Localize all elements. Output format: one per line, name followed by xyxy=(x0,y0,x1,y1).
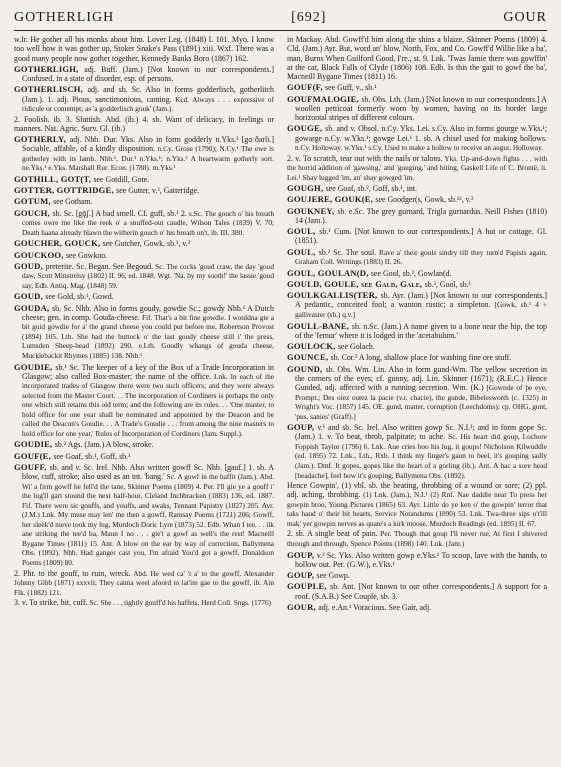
entry-headword: GOUCKOO, xyxy=(14,249,66,260)
entry-definition: sb. Sc. Nhb. Also in forms goudy, gowdie Sc.; gowdy Nhb.¹ A Dutch cheese; gen. in comp. Gouda-cheese. xyxy=(22,303,274,322)
dictionary-entry xyxy=(14,35,274,63)
entry-citations: n.Cy. Holloway. w.Yks.¹ s.Cy. Used to make a hollow to receive an augur, Holloway. xyxy=(295,143,543,153)
entry-definition: sb.² Ags. (Jam.) A blow, stroke. xyxy=(54,440,154,450)
dictionary-entry xyxy=(14,261,274,291)
entry-definition: sb. e.Sc. The grey gurnard, Trigla gurnardus. Neill Fishes (1810) 14 (Jam.). xyxy=(295,206,547,225)
entry-citations: Lnk. In each of the incorporated trades of Glasgow there were two such officers; and they were always selected from the Master Court. . . The incorporation of Cordiners is perhaps the only one which still retains this old term; and the following are its rules. . . 'One master, to hold office for one year shall be nominated and appointed by the Deacon and be called the Deacon's Goudie. . . A Trade's Goudie . . . from among the nine masters to hold office for one year,' Rules of Incorporation of Cordiners (Jam. Suppl.). xyxy=(22,371,274,438)
entry-definition: see Gutcher, Gowk, sb.¹, v.² xyxy=(102,239,191,249)
entry-headword: GOUL, xyxy=(287,226,320,237)
entry-citations: Yks. Up-and-down fights . . . with the horrid addition of 'gawsing,' and 'gouging,' and biting, Gaskell Life of C. Brontë, ii. Lei.¹ Shay lugged 'im, an' shay gowged 'im. xyxy=(287,153,547,182)
entry-headword: GOUP, xyxy=(287,422,318,433)
dictionary-entry xyxy=(287,154,547,183)
dictionary-entry xyxy=(287,94,547,123)
dictionary-entry xyxy=(287,82,547,92)
dictionary-entry xyxy=(287,279,547,289)
dictionary-entry xyxy=(14,362,274,439)
dictionary-entry xyxy=(287,268,547,278)
dictionary-entry xyxy=(14,462,274,568)
entry-definition: sb. Cor.² A long, shallow place for washing fine ore stuff. xyxy=(330,353,512,363)
entry-headword: GOUNCE, xyxy=(287,352,331,363)
entry-headword: GOUP, xyxy=(287,570,317,580)
dictionary-entry xyxy=(287,247,547,267)
entry-definition: sb. and v. Sc. Irel. Nhb. Also written gowff Sc. Nhb. [gauf.] 1. sb. A blow, cuff, stroke; also used as an int. 'bang.' xyxy=(22,462,274,482)
left-column xyxy=(14,35,274,762)
dictionary-entry xyxy=(287,341,547,351)
dictionary-entry xyxy=(14,84,274,113)
dictionary-entry xyxy=(287,529,547,548)
entry-headword: GOULKGALLIS(TER, xyxy=(287,290,381,301)
dictionary-entry xyxy=(287,352,547,362)
entry-definition: see Golach. xyxy=(337,342,375,352)
entry-definition: w.Ir. He gother all his monks about him. Lover Leg. (1848) I. 101. Myo. I know too well how it was gother up, Stoker Snake's Pass (1891) xiii. Wxf. There was a good many people now gother together, Kennedy Banks Boro (1867) 162. xyxy=(14,35,274,63)
entry-definition: 3. v. To strike, hit, cuff. xyxy=(14,598,88,608)
dictionary-entry xyxy=(287,364,547,422)
dictionary-entry xyxy=(287,550,547,570)
two-column-body xyxy=(14,35,547,762)
dictionary-entry xyxy=(287,321,547,341)
entry-definition: sb. and v. Obsol. n.Cy. Yks. Lei. s.Cy. Also in forms gourge w.Yks.¹; gowarge n.Cy. w.Yks.¹; gowge Lei.¹ 1. sb. A chisel used for making hollows. xyxy=(295,124,547,143)
dictionary-entry xyxy=(14,569,274,598)
entry-citations: n.Cy. Grose (1790); N.Cy.¹ The ewe is gotherley with its lamb. Nhb.¹, Dur.¹ n.Yks.¹; n.Yks.² A heartwarm gotherly sort. ne.Yks.¹ e.Yks. Marshall Rur. Econ. (1788). m.Yks.¹ xyxy=(22,144,274,173)
entry-definition: sb. Obs. Wm. Lin. Also in form gund-Wm. The yellow secretion in the corners of the eyes; cf. gunny, adj. Lin. Skinner (1671); (R.E.C.) Hence Gunded, adj. affected with a running secretion. Wm. (K.) xyxy=(295,364,547,393)
entry-headword: GOTHERLISCH, xyxy=(14,84,88,95)
entry-citations: Kcd. Always . . . expressive of ridicule or contempt; as 'a godderlisch gouk' (Jam.). xyxy=(22,94,274,114)
entry-headword: GOUGH, xyxy=(287,183,326,194)
entry-definition: see Gool, sb.², Gowlan(d. xyxy=(370,268,452,278)
entry-definition: 2. sb. A single beat of pain. xyxy=(287,529,378,539)
dictionary-entry xyxy=(14,208,274,238)
entry-citations: s.Sc. The gouch o' his breath comes owre me like the reek o' a snuffed-out caudle, Wilson Tales (1839) V. 70; Death haana already blawn the witherin gouch o' his breath on't, ib. III. 380. xyxy=(22,208,274,237)
entry-headword: GOUF(E, xyxy=(14,450,54,461)
entry-definition: adj. Nhb. Dur. Yks. Also in form godderly n.Yks.² [go·ðarli.] Sociable, affable, of a kindly disposition. xyxy=(22,135,274,154)
header-left-headword: GOTHERLIGH xyxy=(14,10,115,25)
entry-headword: GOUND, xyxy=(287,363,326,374)
dictionary-entry xyxy=(287,35,547,81)
entry-definition: 2. Foolish. ib. 3. Sluttish. Abd. (ib.) 4. sb. Want of delicacy, in feelings or manners. Nai. Agric. Surv. Gl. (ib.) xyxy=(14,114,274,133)
entry-citations: (1) Lnk. (Jam.), N.I.¹ (2) Rnf. Nae daddie near To press her gowpin broo, Young Pictures (1865) 63. Ayr. Little do ye ken o' the gowpin' terror that taks haud o' their bit hearts, Service Notandums (1890) 53. Lnk. Twa-three sips o't'ill mak' yer gowpin nerves as quate's a kirk moose, Murdoch Readings (ed. 1895) II. 67. xyxy=(287,490,547,528)
entry-definition: see Goaf, sb.², Goff, sb.¹, int. xyxy=(325,184,418,194)
dictionary-entry xyxy=(287,194,547,204)
entry-definition: adj. and sb. Sc. Also in forms godderlisch, gotherlitch (Jam.). 1. adj. Pious, sanctimonious, canting. xyxy=(22,85,274,104)
entry-headword: GOUD, xyxy=(14,260,46,271)
entry-definition: sb. Obs. Lth. (Jam.) [Not known to our correspondents.] A woollen petticoat formerly worn by women, having on its border large horizontal stripes of different colours. xyxy=(295,94,547,122)
dictionary-entry xyxy=(14,174,274,184)
entry-citations: [Gownde of þe eye, Prompt.; Des oiez outez la pacie (v.r. chacie), the gunde, Bibelesworth (c. 1325) in Wright's Voc. (1857) 145. OE. gund, matter, corruption (Leechdoms); cp. OHG. gunt, 'pus, sanies' (Graff).] xyxy=(295,383,547,421)
entry-citations: Sc. The cocks 'goud craw, the day 'goud daw, Scott Minstrelsy (1802) II. 96, ed. 1848. Wgt. 'Na, by my sooth!' the lassie 'goud say, Edb. Antiq. Mag. (1848) 59. xyxy=(22,261,274,290)
entry-headword: GOUDIE, xyxy=(14,439,55,450)
header-page-number: [692] xyxy=(291,10,327,25)
entry-headword: GOUCHER, GOUCK, xyxy=(14,238,103,249)
header-right-headword: GOUR xyxy=(503,10,547,25)
entry-citations: Fif. That's a bit fine gowdie. I wouldna gie a bit guid gowdie for a' the grand cheese you could put before me, Robertson Provost (1894) 105. Lth. She had the buttock o' the last goudy cheese still i' the press, Lumsden Sheep-head (1892) 290. e.Lth. Goodly whangs of gouda cheese, Mucklebackit Rhymes (1885) 138. Nhb.¹ xyxy=(22,312,274,360)
entry-headword: GOUCH, xyxy=(14,207,53,218)
entry-citations: Abd. He wed ca' 't a' to the gowff, Alexander Johnny Gibb (1871) xxxvii; They canna weel afoord to lat'im gae to the gowff, ib. Ain Flk. (1882) 121. xyxy=(14,568,274,597)
entry-citations: Sc. She . . . tightly gouff'd his haffets, Herd Coll. Sngs. (1776) xyxy=(87,598,272,608)
entry-headword: GOUFF, xyxy=(14,461,50,472)
entry-headword: GOULD, GOULE, see Gald, Gale, xyxy=(287,278,425,289)
entry-definition: 2. Phr. to the gouff, to ruin, wreck. xyxy=(14,568,131,578)
entry-headword: GOTHILL, GOT(T, xyxy=(14,173,94,184)
entry-definition: see Gold, sb.¹, Gowd. xyxy=(45,292,114,302)
entry-definition: see Guff, v., sb.¹ xyxy=(325,83,377,93)
entry-definition: sb. Sc. [gǭʃ.] A bad smell. Cf. guff, sb.¹ 2. xyxy=(52,208,187,218)
entry-definition: sb. n.Sc. (Jam.) A name given to a bone near the hip, the top of the 'femur' where it is lodged in the 'acetabulum.' xyxy=(295,321,547,340)
entry-definition: see Gowkoo. xyxy=(65,250,108,260)
dictionary-entry xyxy=(14,291,274,301)
entry-headword: GOUKNEY, xyxy=(287,205,338,216)
entry-definition: sb.¹ Cum. [Not known to our correspondents.] A hut or cottage. Gl. (1851). xyxy=(295,227,547,246)
entry-definition: preterite. Sc. Began. See Begoud. xyxy=(45,261,154,271)
entry-definition: see Gotham. xyxy=(53,197,93,207)
entry-headword: GOUPLE, xyxy=(287,581,331,592)
right-column xyxy=(286,35,547,762)
entry-headword: GOUFMALOGIE, xyxy=(287,93,362,104)
dictionary-entry xyxy=(287,581,547,601)
entry-headword: GOTHERLY, xyxy=(14,134,70,145)
entry-headword: GOUL, xyxy=(287,246,319,257)
entry-headword: GOUF(F, xyxy=(287,82,326,93)
entry-definition: see Goodger(s, Gowk, sb.¹³, v.² xyxy=(375,195,474,205)
entry-headword: GOUDA, xyxy=(14,302,53,313)
dictionary-entry xyxy=(287,226,547,246)
dictionary-entry xyxy=(14,439,274,449)
entry-definition: see Gowp. xyxy=(316,571,350,580)
entry-definition: v.² Sc. Yks. Also written gowp e.Yks.¹ To scoop, lave with the hands, to hollow out. Per. (G.W.), e.Yks.¹ xyxy=(295,550,547,569)
dictionary-entry xyxy=(287,422,547,480)
dictionary-entry xyxy=(14,451,274,461)
dictionary-entry xyxy=(287,570,547,580)
entry-headword: GOUP, xyxy=(287,549,317,560)
entry-definition: see Gotdill, Gote. xyxy=(93,174,150,184)
dictionary-entry xyxy=(287,602,547,612)
entry-citations: Sc. His heart did goup, Lochore Foppish Taylor (1796) 6. Lnk. Aue cries boo his lug, it goups! Nicholson Kilwuddie (ed. 1895) 72. Lnk., Lth., Rxb. I think my finger's gaun to beel, it's gouping sadly (Jam.). Dmf. It gopes, gopes like the heart of a gorling (ib.). Ant. A hac a sore head [headache], feel how it's gouping, Ballymena Obs. (1892). xyxy=(295,432,547,480)
entry-definition: 2. v. To scratch, tear out with the nails or talons. xyxy=(287,153,443,163)
entry-definition: sb.² Sc. The soul. xyxy=(318,247,377,257)
dictionary-entry xyxy=(14,238,274,248)
entry-definition: sb.¹ Sc. The keeper of a key of the Box of a Trade Incorporation in Glasgow; also called Box-master; the name of the office. xyxy=(22,362,274,381)
entry-definition: sb. Ayr. (Jam.) [Not known to our correspondents.] A pedantic, conceited fool; a wanton rustic; a simpleton. xyxy=(295,291,547,310)
entry-definition: Hence Gowpin', (1) vbl. sb. the beating, throbbing of a wound or sore; (2) ppl. adj. aching, throbbing. xyxy=(287,481,547,500)
entry-definition: see Goaf, sb.¹, Goff, sb.¹ xyxy=(53,451,131,461)
dictionary-entry xyxy=(14,115,274,134)
entry-headword: GOULL-BANE, xyxy=(287,320,352,331)
entry-headword: GOTHERLIGH, xyxy=(14,63,85,74)
dictionary-entry xyxy=(14,64,274,84)
dictionary-entry xyxy=(287,206,547,226)
entry-headword: GOTTER, GOTTRIDGE, xyxy=(14,185,117,196)
dictionary-entry xyxy=(14,598,274,608)
entry-headword: GOUGE, xyxy=(287,123,326,134)
dictionary-entry xyxy=(14,185,274,195)
dictionary-entry xyxy=(287,481,547,528)
entry-definition: adj. Buff. (Jam.) [Not known to our correspondents.] Confused, in a state of disorder, esp. of persons. xyxy=(22,64,274,83)
entry-headword: GOUR, xyxy=(287,601,319,612)
entry-definition: v.¹ and sb. Sc. Irel. Also written gowp Sc. N.I.¹; and in form gope Sc. (Jam.) 1. v. To beat, throb, palpitate; to ache. xyxy=(295,423,547,442)
entry-definition: see Gutter, v.², Gatteridge. xyxy=(116,186,199,196)
entry-definition: adj. e.An.¹ Voracious. See Gair, adj. xyxy=(318,602,432,612)
page-header xyxy=(14,10,547,31)
entry-definition: in Mackay. Abd. Gowff'd him along the shins a blaize, Skinner Poems (1809) 4. Cld. (Jam.) Ayr. But, word an' blow, North, Fox, and Co. Gowff'd Willie like a ba', man, Burns When Guilford Good, I're., st. 9. Lnk. 'Twas Jamie there was gowffin' at the cat, Black Falls of Clyde (1806) 108. Edb. Is this the gait to gowf the ba', Macneill Bygane Times (1811) 16. xyxy=(287,35,547,81)
entry-headword: GOUD, xyxy=(14,291,46,302)
dictionary-entry xyxy=(287,183,547,193)
entry-headword: GOUDIE, xyxy=(14,361,56,372)
entry-definition: sb. Ant. [Not known to our other correspondents.] A support for a roof. (S.A.B.) See Couple, sb. 3. xyxy=(295,582,547,601)
entry-headword: GOULOCK, xyxy=(287,341,338,352)
dictionary-entry xyxy=(14,196,274,206)
dictionary-entry xyxy=(14,303,274,361)
dictionary-entry xyxy=(287,290,547,319)
entry-citations: Per. Though that goup I'll never rue, At first I shivered through and through, Spence Poems (1898) 140. Lnk. (Jam.) xyxy=(287,529,547,548)
dictionary-entry xyxy=(14,250,274,260)
entry-citations: [Gowk, sb.¹ 4 + gallivaster (sb.) q.v.] xyxy=(295,300,547,319)
entry-definition: sb.³, Gool, sb.¹ xyxy=(424,279,471,289)
dictionary-entry xyxy=(287,123,547,152)
entry-citations: Rave a' their gouls sindry till they turn'd Papists again, Graham Coll. Writings (1883) II. 26. xyxy=(295,247,547,267)
entry-headword: GOUL, GOULAN(D, xyxy=(287,267,371,278)
dictionary-entry xyxy=(14,134,274,173)
entry-citations: Sc. A gowf in the haffit (Jam.). Abd. Wi' a firm gowff he fell'd the tane, Skinner Poems (1809) 4. Per. I'll gie ye a gouff i' the lug'll gart stound the next half-hour, Cleland Inchbracken (1883) 136, ed. 1887. Fif. There were sic gouffs, and youffs, and swaks, Tennant Papistry (1827) 205. Ayr. (J.M.) Lnk. My muse may len' me then a gowff, Ramsay Poems (1721) 206; Gowff, her sleek'd nieve took my lug, Murdoch Doric Lyre (1873) 52. Edb. Whan I tee. . . ilk ane striking the tee'd ba, Maun I no . . . gie't a gowf as well's the rest! Macneill Bygane Times (1811) 15. Ant. A blow on the ear by way of correction, Ballymena Obs. (1892). Nhb. Had ganger cast you, I'm afraid You'd got a gowff, Donaldson Poems (1809) 80. xyxy=(22,472,274,567)
entry-headword: GOUJERE, GOUK(E, xyxy=(287,194,376,205)
entry-headword: GOTUM, xyxy=(14,196,54,207)
